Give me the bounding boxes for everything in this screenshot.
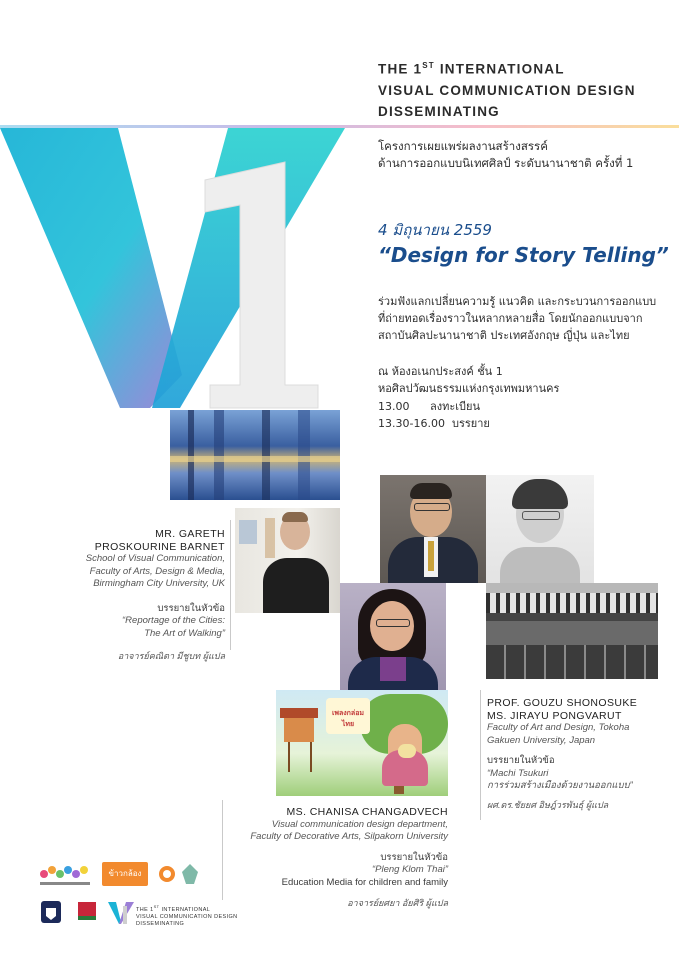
event-schedule: 13.00 ลงทะเบียน 13.30-16.00 บรรยาย bbox=[378, 400, 490, 430]
university-crest-logo bbox=[40, 900, 62, 924]
rainbow-divider bbox=[0, 125, 679, 128]
event-description: ร่วมฟังแลกเปลี่ยนความรู้ แนวคิด และกระบวนการออกแบบ ที่ถ่ายทอดเรื่องราวในหลากหลายสื่อ โดยนักออกแบบจาก สถาบันศิลปะนานาชาติ ประเทศอังกฤษ ญี่ปุ่น และไทย bbox=[378, 295, 657, 342]
divider-line-right bbox=[480, 690, 481, 820]
tokoha-logo bbox=[76, 900, 98, 924]
footer-v1-mini-logo: THE 1ST INTERNATIONAL VISUAL COMMUNICATION DESIGN DISSEMINATING bbox=[108, 900, 238, 928]
event-date: 4 มิถุนายน 2559 bbox=[378, 221, 492, 239]
caption-gouzu-jirayu: PROF. GOUZU SHONOSUKE MS. JIRAYU PONGVARUT Faculty of Art and Design, Tokoha Gakuen University, Japan บรรยายในหัวข้อ “Machi Tsukuri การร่วมสร้างเมืองด้วยงานออกแบบ” ผศ.ดร.ชัยยศ อิษฎ์วรพันธุ์ ผู้แปล bbox=[487, 697, 638, 810]
sponsor-emblem-logo bbox=[180, 862, 200, 886]
event-tagline: “Design for Story Telling” bbox=[378, 243, 669, 267]
bacc-dots-logo bbox=[38, 862, 94, 888]
city-reflection-photo bbox=[170, 410, 340, 500]
photo-chanisa-changadvech bbox=[340, 583, 446, 691]
caption-gareth: MR. GARETH PROSKOURINE BARNET School of Visual Communication, Faculty of Arts, Design & Media, Birmingham City University, UK บรรยายในหัวข้อ “Reportage of the Cities: The Art of Walking” อาจารย์คณิตา มีชูบท ผู้แปล bbox=[85, 528, 225, 661]
photo-jirayu-pongvarut bbox=[486, 475, 594, 583]
photo-gareth-barnet bbox=[235, 508, 340, 613]
book-cover-title: เพลงกล่อมไทย bbox=[331, 709, 365, 728]
event-series-title: THE 1ST INTERNATIONAL VISUAL COMMUNICATION DESIGN DISSEMINATING bbox=[378, 61, 636, 119]
v1-mini-icon bbox=[108, 900, 134, 926]
photo-gouzu-shonosuke bbox=[380, 475, 486, 583]
illustration-pleng-klom-thai bbox=[276, 690, 448, 796]
caption-chanisa: MS. CHANISA CHANGADVECH Visual communication design department, Faculty of Decorative Arts, Silpakorn University บรรยายในหัวข้อ “Pleng Klom Thai” Education Media for children and family อาจารย์ยศยา อัยศิริ ผู้แปล bbox=[250, 806, 448, 908]
sponsor-circle-logo bbox=[158, 862, 176, 886]
v1-logo-graphic bbox=[0, 110, 360, 415]
divider-line-left bbox=[230, 520, 231, 650]
orange-sponsor-logo: ข้าวกล้อง bbox=[102, 862, 148, 886]
photo-japanese-house bbox=[486, 583, 658, 679]
thai-project-title: โครงการเผยแพร่ผลงานสร้างสรรค์ ด้านการออกแบบนิเทศศิลป์ ระดับนานาชาติ ครั้งที่ 1 bbox=[378, 139, 634, 170]
event-venue: ณ ห้องอเนกประสงค์ ชั้น 1 หอศิลปวัฒนธรรมแห่งกรุงเทพมหานคร bbox=[378, 365, 560, 395]
